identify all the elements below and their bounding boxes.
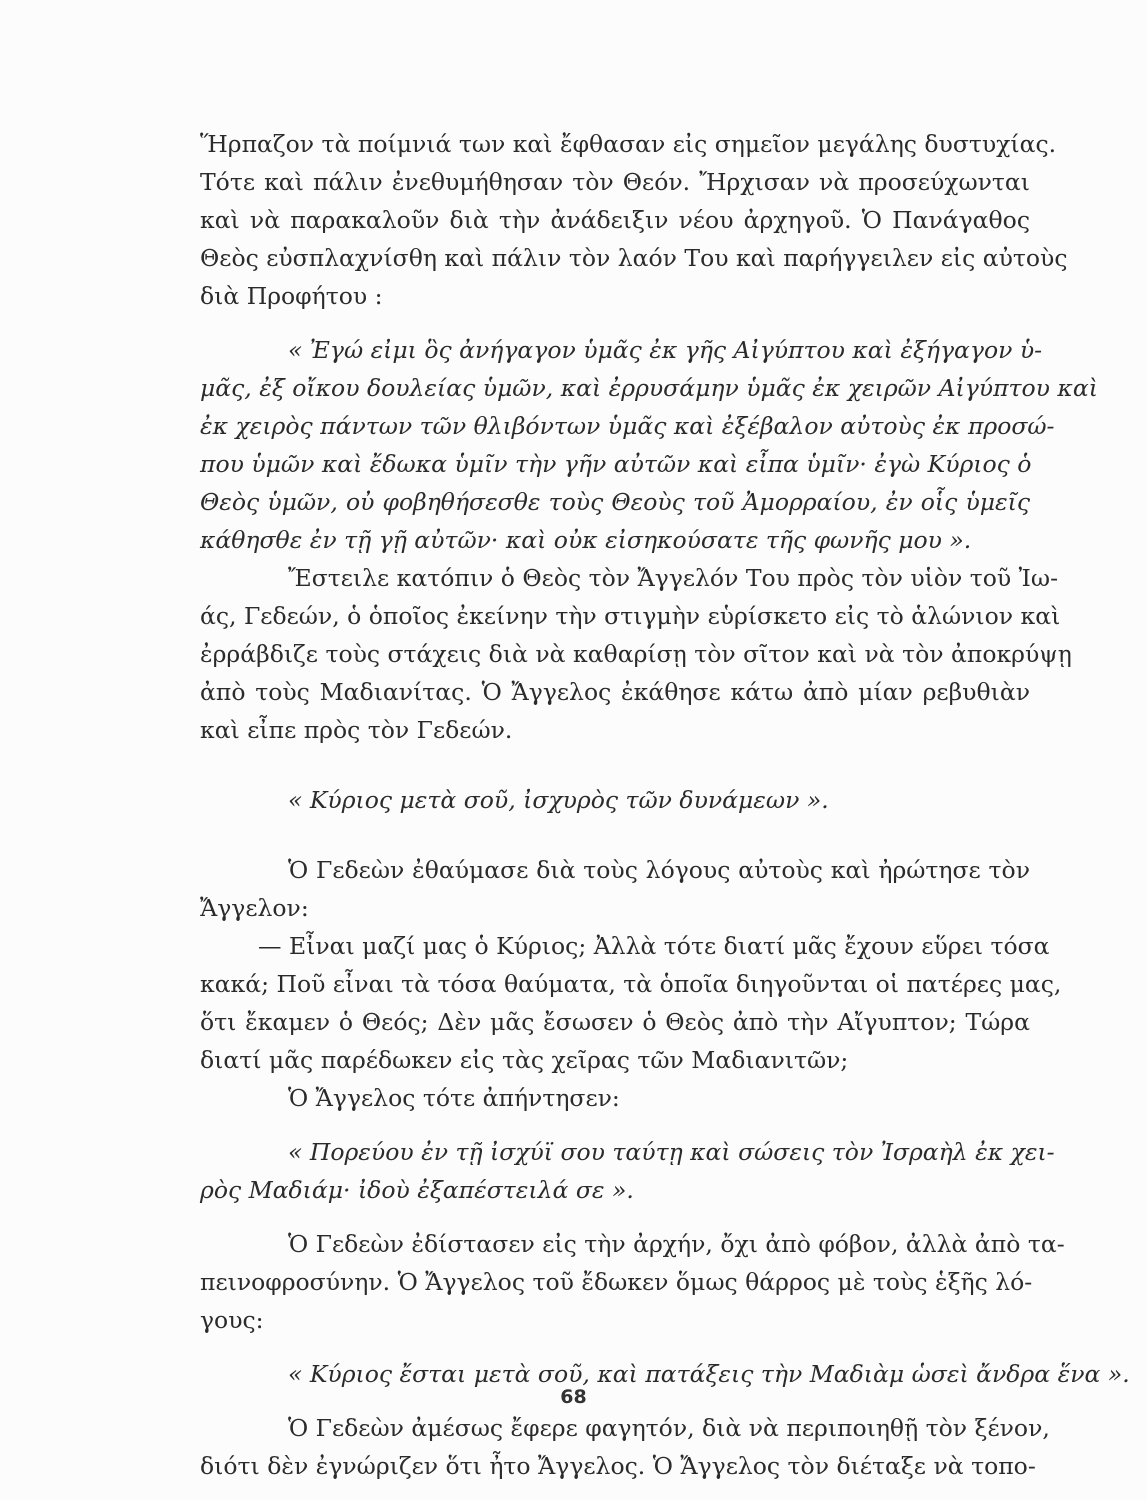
page-number: 68 xyxy=(560,1386,587,1408)
dialogue-line: — Εἶναι μαζί μας ὁ Κύριος; Ἀλλὰ τότε διατί μᾶς ἔχουν εὕρει τόσα xyxy=(258,932,1050,960)
text-line: Τότε καὶ πάλιν ἐνεθυμήθησαν τὸν Θεόν. Ἤρχισαν νὰ προσεύχωνται xyxy=(200,168,1030,196)
text-line: ἐρράβδιζε τοὺς στάχεις διὰ νὰ καθαρίσῃ τὸν σῖτον καὶ νὰ τὸν ἀποκρύψῃ xyxy=(200,640,1072,668)
text-line: καὶ νὰ παρακαλοῦν διὰ τὴν ἀνάδειξιν νέου ἀρχηγοῦ. Ὁ Πανάγαθος xyxy=(200,206,1030,234)
page-text xyxy=(200,125,1130,1485)
text-line: κακά; Ποῦ εἶναι τὰ τόσα θαύματα, τὰ ὁποῖα διηγοῦνται οἱ πατέρες μας, xyxy=(200,970,1062,998)
text-line: ὅτι ἔκαμεν ὁ Θεός; Δὲν μᾶς ἔσωσεν ὁ Θεὸς ἀπὸ τὴν Αἴγυπτον; Τώρα xyxy=(200,1008,1030,1036)
text-line: καὶ εἶπε πρὸς τὸν Γεδεών. xyxy=(200,716,513,744)
text-line: πεινοφροσύνην. Ὁ Ἄγγελος τοῦ ἔδωκεν ὅμως θάρρος μὲ τοὺς ἑξῆς λό- xyxy=(200,1268,1033,1296)
text-line: διατί μᾶς παρέδωκεν εἰς τὰς χεῖρας τῶν Μαδιανιτῶν; xyxy=(200,1046,849,1074)
quote-line: Θεὸς ὑμῶν, οὐ φοβηθήσεσθε τοὺς Θεοὺς τοῦ Ἀμορραίου, ἐν οἷς ὑμεῖς xyxy=(200,488,1030,516)
text-line: ἀπὸ τοὺς Μαδιανίτας. Ὁ Ἄγγελος ἐκάθησε κάτω ἀπὸ μίαν ρεβυθιὰν xyxy=(200,678,1030,706)
text-line: Ὁ Γεδεὼν ἐθαύμασε διὰ τοὺς λόγους αὐτοὺς καὶ ἠρώτησε τὸν xyxy=(288,856,1030,884)
text-line: Ἔστειλε κατόπιν ὁ Θεὸς τὸν Ἄγγελόν Του πρὸς τὸν υἱὸν τοῦ Ἰω- xyxy=(288,564,1059,592)
quote-line: που ὑμῶν καὶ ἔδωκα ὑμῖν τὴν γῆν αὐτῶν καὶ εἶπα ὑμῖν· ἐγὼ Κύριος ὁ xyxy=(200,450,1032,478)
text-line: διότι δὲν ἐγνώριζεν ὅτι ἦτο Ἄγγελος. Ὁ Ἄγγελος τὸν διέταξε νὰ τοπο- xyxy=(200,1452,1036,1480)
text-line: άς, Γεδεών, ὁ ὁποῖος ἐκείνην τὴν στιγμὴν εὑρίσκετο εἰς τὸ ἁλώνιον καὶ xyxy=(200,602,1061,630)
quote-line: κάθησθε ἐν τῇ γῇ αὐτῶν· καὶ οὐκ εἰσηκούσατε τῆς φωνῆς μου ». xyxy=(200,526,972,554)
quote-line: « Πορεύου ἐν τῇ ἰσχύϊ σου ταύτῃ καὶ σώσεις τὸν Ἰσραὴλ ἐκ χει- xyxy=(288,1138,1055,1166)
text-line: Ὁ Ἄγγελος τότε ἀπήντησεν: xyxy=(288,1084,620,1112)
quote-line: ἐκ χειρὸς πάντων τῶν θλιβόντων ὑμᾶς καὶ ἐξέβαλον αὐτοὺς ἐκ προσώ- xyxy=(200,412,1055,440)
text-line: Ὁ Γεδεὼν ἐδίστασεν εἰς τὴν ἀρχήν, ὄχι ἀπὸ φόβον, ἀλλὰ ἀπὸ τα- xyxy=(288,1230,1065,1258)
text-line: γους: xyxy=(200,1306,264,1334)
quote-line: « Ἐγώ εἰμι ὃς ἀνήγαγον ὑμᾶς ἐκ γῆς Αἰγύπτου καὶ ἐξήγαγον ὑ- xyxy=(288,336,1043,364)
quote-line: ρὸς Μαδιάμ· ἰδοὺ ἐξαπέστειλά σε ». xyxy=(200,1176,634,1204)
text-line: Ὁ Γεδεὼν ἀμέσως ἔφερε φαγητόν, διὰ νὰ περιποιηθῇ τὸν ξένον, xyxy=(288,1414,1050,1442)
quote-line: μᾶς, ἐξ οἴκου δουλείας ὑμῶν, καὶ ἐρρυσάμην ὑμᾶς ἐκ χειρῶν Αἰγύπτου καὶ xyxy=(200,374,1098,402)
text-line: Ἥρπαζον τὰ ποίμνιά των καὶ ἔφθασαν εἰς σημεῖον μεγάλης δυστυχίας. xyxy=(200,130,1057,158)
quote-line: « Κύριος ἔσται μετὰ σοῦ, καὶ πατάξεις τὴν Μαδιὰμ ὡσεὶ ἄνδρα ἕνα ». xyxy=(288,1360,1130,1388)
text-line: Θεὸς εὐσπλαχνίσθη καὶ πάλιν τὸν λαόν Του καὶ παρήγγειλεν εἰς αὐτοὺς xyxy=(200,244,1068,272)
quote-line: « Κύριος μετὰ σοῦ, ἰσχυρὸς τῶν δυνάμεων ». xyxy=(288,786,829,814)
text-line: Ἄγγελον: xyxy=(200,894,309,922)
text-line: διὰ Προφήτου : xyxy=(200,282,383,310)
